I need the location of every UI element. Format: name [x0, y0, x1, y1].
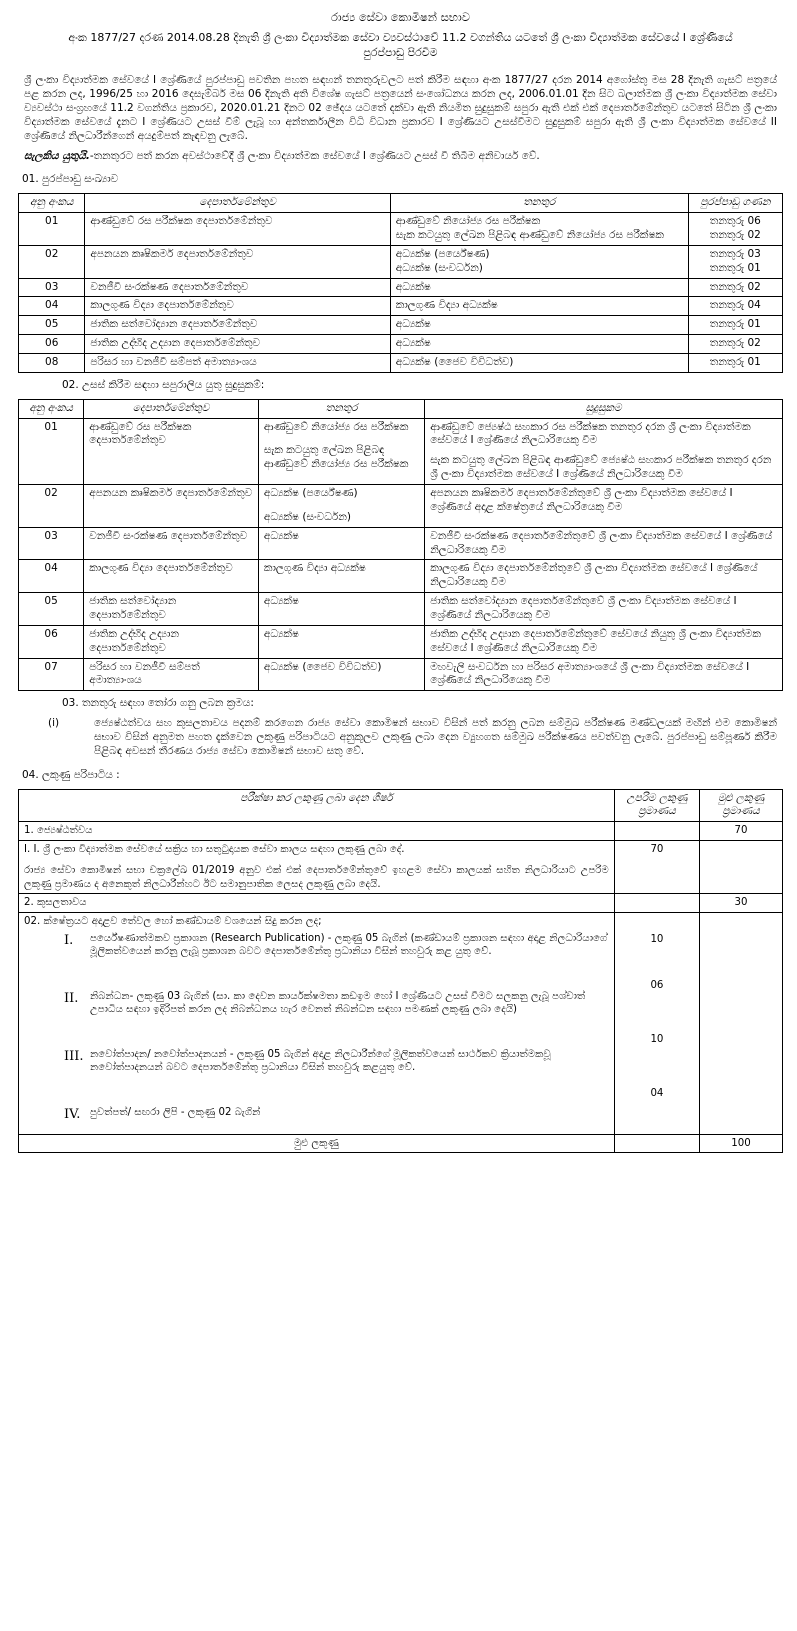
table-header: සුදුසුකම: [425, 399, 783, 418]
vacancy-cell: [688, 353, 782, 372]
post-cell: [258, 625, 424, 658]
row-number: 05: [19, 593, 84, 626]
post-name: සැක කටයුතු ලේඛන පිළිබඳ ආණ්ඩුවේ නියෝජ්‍ය රස පරීක්ෂක: [395, 228, 664, 241]
table-row: [19, 822, 783, 840]
seniority-detail: I. I. ශ්‍රී ලංකා විද්‍යාත්මක සේවයේ සක්‍රිය හා සතුටුදායක සේවා කාලය සඳහා ලකුණු ලබා දේ.: [24, 843, 405, 855]
department: පරිසර හා වනජීවී සම්පත් අමාත්‍යාංශය: [85, 353, 390, 372]
table-row: [19, 527, 783, 560]
department: ජාතික උද්භිද උද්‍යාන දෙපාර්තමේන්තුව: [85, 335, 390, 354]
vacancy-count: තනතුරු 02: [709, 228, 761, 241]
row-number: 06: [19, 335, 85, 354]
merit-item-text: නවෝත්පාදන/ නවෝත්පාදනයන් - ලකුණු 05 බැගින් අදාළ නිලධාරීන්ගේ මූලිකත්වයෙන් සාර්ථකව ක්‍රියාත්මකවූ නවෝත්පාදනයන් බවට දෙපාර්තමේන්තු ප්‍රධානියා විසින් තහවුරු කළයුතු වේ.: [90, 1049, 551, 1074]
intro-paragraph: ශ්‍රී ලංකා විද්‍යාත්මක සේවයේ I ශ්‍රේණියේ පුරප්පාඩු පවතින පහත සඳහන් තනතුරුවලට පත් කිරීම සඳහා අංක 1877/27 දරන 2014 අගෝස්තු මස 28 දිනැති ගැසට් පත්‍රයේ පළ කරන ලද, 1996/25 හා 2016 දෙසැම්බර් මස 06 දිනැති අති විශේෂ ගැසට් පත්‍රයෙන් සංශෝධනය කරන ලද, 2006.01.01 දින සිට බලාත්මක ශ්‍රී ලංකා විද්‍යාත්මක සේවා ව්‍යවස්ථා සංග්‍රහයේ 11.2 වගන්තිය ප්‍රකාරව, 2020.01.21 දිනට 02 ඡේදය යටතේ දක්වා ඇති නියමිත සුදුසුකම් සපුරා ඇති එක් එක් දෙපාර්තමේන්තුව යටතේ සිටින ශ්‍රී ලංකා විද්‍යාත්මක සේවයේ දැනට I ශ්‍රේණියට උසස් වීම් ලැබූ හා අන්තර්කාලීන විධි විධාන ප්‍රකාරව I ශ්‍රේණියට උසස්වීමට සුදුසුකම් සපුරා ඇති ශ්‍රී ලංකා විද්‍යාත්මක සේවයේ II ශ්‍රේණියේ නිලධාරීන්ගෙන් අයදුම්පත් කැඳවනු ලැබේ.: [24, 74, 777, 142]
table-row: [19, 353, 783, 372]
merit-item-max: 04: [650, 1087, 664, 1099]
post-cell: [390, 278, 688, 297]
table-header: අනු අංකය: [19, 399, 84, 418]
post-name: ආණ්ඩුවේ නියෝජ්‍ය රස පරීක්ෂක: [395, 215, 541, 228]
post-cell: [258, 527, 424, 560]
qualification-text: වනජීවී සංරක්ෂණ දෙපාර්තමේන්තුවේ ශ්‍රී ලංකා විද්‍යාත්මක සේවයේ I ශ්‍රේණියේ නිලධාරියෙකු වීම: [430, 529, 773, 556]
post-cell: [258, 560, 424, 593]
vacancy-cell: [688, 213, 782, 246]
vacancies-table: [18, 193, 783, 373]
post-name: කාලගුණ විද්‍යා අධ්‍යක්ෂ: [263, 562, 366, 575]
table-row: [19, 625, 783, 658]
row-number: 01: [19, 418, 84, 484]
department: අපනයන කෘෂිකර්ම දෙපාර්තමේන්තුව: [85, 245, 390, 278]
seniority-total: 70: [700, 822, 783, 840]
row-number: 03: [19, 527, 84, 560]
table-row: [19, 213, 783, 246]
table-header: පුරප්පාඩු ගණන: [688, 194, 782, 213]
qualification-cell: [425, 418, 783, 484]
row-number: 05: [19, 316, 85, 335]
post-name: අධ්‍යක්ෂ: [395, 280, 431, 293]
roman-numeral: II.: [64, 991, 79, 1007]
qualification-cell: [425, 658, 783, 691]
qualification-cell: [425, 593, 783, 626]
department: වනජීවී සංරක්ෂණ දෙපාර්තමේන්තුව: [84, 527, 259, 560]
table-row: [19, 335, 783, 354]
row-number: 07: [19, 658, 84, 691]
merit-intro: 02. ක්ෂේත්‍රයට අදාළව තේවල හෝ කණ්ඩායම් වශයෙන් සිදු කරන ලද;: [24, 915, 322, 927]
table-row: [19, 297, 783, 316]
merit-item-max: 10: [650, 1033, 664, 1045]
post-name: අධ්‍යක්ෂ (පර්යේෂණ): [263, 486, 358, 499]
table-row: [19, 894, 783, 912]
selection-method-item: [48, 717, 777, 759]
post-name: කාලගුණ විද්‍යා අධ්‍යක්ෂ: [395, 299, 498, 312]
vacancy-count: තනතුරු 02: [709, 280, 761, 293]
total-value: 100: [700, 1135, 783, 1153]
table-header: දෙපාර්තමේන්තුව: [84, 399, 259, 418]
department: පරිසර හා වනජීවී සම්පත් අමාත්‍යාංශය: [84, 658, 259, 691]
merit-item-text: නිබන්ධන- ලකුණු 03 බැගින් (සා. කා දෙවන කාර්යක්ෂමතා කඩඉම හෝ I ශ්‍රේණියට උසස් වීමට සලකනු ලැබූ පශ්චාත් උපාධිය සඳහා ඉදිරිපත් කරන ලද නිබන්ධනය හැර වෙනත් නිබන්ධන සඳහා පමණක් ලකුණු ලබා දෙයි): [90, 991, 586, 1016]
table-row: [19, 658, 783, 691]
post-name: සැක කටයුතු ලේඛන පිළිබඳ ආණ්ඩුවේ නියෝජ්‍ය රස පරීක්ෂක: [263, 444, 409, 471]
row-number: 01: [19, 213, 85, 246]
qualification-text: සැක කටයුතු ලේඛන පිළිබඳ ආණ්ඩුවේ ජ්‍යෙෂ්ඨ සහකාර පරීක්ෂක තනතුර දරන ශ්‍රී ලංකා විද්‍යාත්මක සේවයේ I ශ්‍රේණියේ නිලධාරියෙකු වීම: [430, 454, 772, 481]
vacancy-count: තනතුරු 06: [709, 215, 761, 228]
vacancy-count: තනතුරු 01: [709, 318, 761, 331]
post-name: අධ්‍යක්ෂ: [395, 318, 431, 331]
qualification-cell: [425, 484, 783, 527]
post-cell: [390, 335, 688, 354]
qualification-text: ජාතික උද්භිද උද්‍යාන දෙපාර්තමේන්තුවේ සේවයේ නියුතු ශ්‍රී ලංකා විද්‍යාත්මක සේවයේ I ශ්‍රේණියේ නිලධාරියෙකු වීම: [430, 627, 761, 654]
table-row: [19, 1135, 783, 1153]
post-name: අධ්‍යක්ෂ: [263, 595, 300, 608]
merit-item: [64, 932, 609, 986]
department: ජාතික සත්වෝද්‍යාන දෙපාර්තමේන්තුව: [84, 593, 259, 626]
table-header: උපරිම ලකුණු ප්‍රමාණය: [614, 789, 699, 822]
note-text: -තනතුරට පත් කරන අවස්ථාවේදී ශ්‍රී ලංකා විද්‍යාත්මක සේවයේ I ශ්‍රේණියට උසස් වී තිබීම අනිවාර්ය වේ.: [89, 149, 540, 162]
post-cell: [258, 593, 424, 626]
total-label: මුළු ලකුණු: [19, 1135, 615, 1153]
page-subtitle: අංක 1877/27 දරණ 2014.08.28 දිනැති ශ්‍රී ලංකා විද්‍යාත්මක සේවා ව්‍යවස්ථාවේ 11.2 වගන්තිය යටතේ ශ්‍රී ලංකා විද්‍යාත්මක සේවයේ I ශ්‍රේණියේ පුරප්පාඩු පිරවීම: [68, 31, 733, 59]
qualification-cell: [425, 560, 783, 593]
department: අපනයන කෘෂිකර්ම දෙපාර්තමේන්තුව: [84, 484, 259, 527]
vacancy-cell: [688, 316, 782, 335]
table-row: [19, 278, 783, 297]
vacancy-count: තනතුරු 03: [709, 247, 761, 260]
table-row: [19, 484, 783, 527]
post-name: අධ්‍යක්ෂ: [263, 627, 300, 640]
vacancy-count: තනතුරු 01: [709, 355, 761, 368]
department: කාලගුණ විද්‍යා දෙපාර්තමේන්තුව: [85, 297, 390, 316]
table-row: [19, 840, 783, 893]
roman-numeral: I.: [64, 933, 74, 949]
vacancy-count: තනතුරු 01: [709, 261, 761, 274]
table-header: තනතුර: [258, 399, 424, 418]
page-title: රාජ්‍ය සේවා කොමිෂන් සභාව: [330, 10, 471, 24]
post-name: අධ්‍යක්ෂ (සංවර්ධන): [263, 510, 351, 523]
seniority-detail-max: 70: [614, 840, 699, 893]
roman-numeral: IV.: [64, 1107, 81, 1123]
marking-scheme-table: [18, 789, 783, 1154]
table-header: අනු අංකය: [19, 194, 85, 213]
merit-total: 30: [700, 894, 783, 912]
vacancy-cell: [688, 245, 782, 278]
post-cell: [258, 484, 424, 527]
row-number: 08: [19, 353, 85, 372]
table-row: [19, 560, 783, 593]
post-cell: [390, 297, 688, 316]
section3-heading: 03. තනතුරු සඳහා තෝරා ගනු ලබන ක්‍රමය:: [62, 697, 254, 710]
post-name: ආණ්ඩුවේ නියෝජ්‍ය රස පරීක්ෂක: [263, 420, 409, 433]
department: ආණ්ඩුවේ රස පරීක්ෂක දෙපාර්තමේන්තුව: [84, 418, 259, 484]
post-name: අධ්‍යක්ෂ (පර්යේෂණ): [395, 247, 490, 260]
item-label: (i): [48, 717, 60, 730]
post-name: අධ්‍යක්ෂ (සංවර්ධන): [395, 261, 483, 274]
qualification-text: මහවැලි සංවර්ධන හා පරිසර අමාත්‍යාංශයේ ශ්‍රී ලංකා විද්‍යාත්මක සේවයේ I ශ්‍රේණියේ නිලධාරියෙකු වීම: [430, 660, 750, 687]
roman-numeral: III.: [64, 1049, 84, 1065]
qualification-text: ආණ්ඩුවේ ජ්‍යෙෂ්ඨ සහකාර රස පරීක්ෂක තනතුර දරන ශ්‍රී ලංකා විද්‍යාත්මක සේවයේ I ශ්‍රේණියේ නිලධාරියෙකු වීම: [430, 420, 751, 447]
post-cell: [390, 316, 688, 335]
table-row: [19, 245, 783, 278]
row-number: 02: [19, 484, 84, 527]
seniority-note: රාජ්‍ය සේවා කොමිෂන් සභා චක්‍රලේඛ 01/2019 අනුව එක් එක් දෙපාර්තමේන්තුවේ ඉහළම සේවා කාලයක් සහිත නිලධාරියාට උපරිම ලකුණු ප්‍රමාණය ද අනෙකුත් නිලධාරීන්හට ඊට සමානුපාතික ලෙසද ලකුණු ලබා දෙයි.: [24, 865, 609, 890]
qualification-cell: [425, 625, 783, 658]
vacancy-count: තනතුරු 04: [709, 299, 761, 312]
row-number: 04: [19, 560, 84, 593]
note-label: සැලකිය යුතුයි.: [24, 149, 90, 162]
table-header: මුළු ලකුණු ප්‍රමාණය: [700, 789, 783, 822]
qualification-text: කාලගුණ විද්‍යා දෙපාර්තමේන්තුවේ ශ්‍රී ලංකා විද්‍යාත්මක සේවයේ I ශ්‍රේණියේ නිලධාරියෙකු වීම: [430, 562, 758, 589]
table-row: [19, 912, 783, 1134]
merit-item: [64, 1048, 609, 1102]
row-number: 04: [19, 297, 85, 316]
vacancy-count: තනතුරු 02: [709, 337, 761, 350]
post-cell: [258, 658, 424, 691]
table-header: තනතුර: [390, 194, 688, 213]
merit-item: [64, 1106, 609, 1132]
post-cell: [390, 353, 688, 372]
qualification-text: ජාතික සත්වෝද්‍යාන දෙපාර්තමේන්තුවේ ශ්‍රී ලංකා විද්‍යාත්මක සේවයේ I ශ්‍රේණියේ නිලධාරියෙකු වීම: [430, 595, 737, 621]
post-name: අධ්‍යක්ෂ (ජෛව විවිධත්ව): [263, 660, 382, 673]
vacancy-cell: [688, 278, 782, 297]
post-name: අධ්‍යක්ෂ: [395, 337, 431, 350]
table-header: පරීක්ෂා කර ලකුණු ලබා දෙන ශීර්ෂ: [19, 789, 615, 822]
post-cell: [390, 245, 688, 278]
section4-heading: 04. ලකුණු පරිපාටිය :: [22, 768, 120, 781]
row-number: 02: [19, 245, 85, 278]
post-name: අධ්‍යක්ෂ: [263, 529, 300, 542]
merit-item-max: 10: [650, 933, 664, 945]
post-name: අධ්‍යක්ෂ (ජෛව විවිධත්ව): [395, 355, 514, 368]
table-header: දෙපාර්තමේන්තුව: [85, 194, 390, 213]
vacancy-cell: [688, 297, 782, 316]
merit-label: 2. කුසලතාවය: [19, 894, 615, 912]
row-number: 03: [19, 278, 85, 297]
post-cell: [390, 213, 688, 246]
table-row: [19, 418, 783, 484]
merit-item: [64, 990, 609, 1044]
department: කාලගුණ විද්‍යා දෙපාර්තමේන්තුව: [84, 560, 259, 593]
table-row: [19, 316, 783, 335]
seniority-label: 1. ජ්‍යෙෂ්ඨත්වය: [19, 822, 615, 840]
qualification-text: අපනයන කෘෂිකර්ම දෙපාර්තමේන්තුවේ ශ්‍රී ලංකා විද්‍යාත්මක සේවයේ I ශ්‍රේණියේ අදාළ ක්ෂේත්‍රයේ නිලධාරියෙකු වීම: [430, 486, 733, 513]
merit-item-text: පුවත්පත්/ සඟරා ලිපි - ලකුණු 02 බැගින්: [90, 1107, 261, 1119]
department: ආණ්ඩුවේ රස පරීක්ෂක දෙපාර්තමේන්තුව: [85, 213, 390, 246]
section2-heading: 02. උසස් කිරීම සඳහා සපුරාලිය යුතු සුදුසුකම්:: [62, 378, 265, 391]
vacancy-cell: [688, 335, 782, 354]
merit-item-text: පර්යේෂණාත්මකව ප්‍රකාශන (Research Publication) - ලකුණු 05 බැගින් (කණ්ඩායම් ප්‍රකාශන සඳහා අදාළ නිලධාරියාගේ මූලිකත්වයෙන් කරනු ලැබූ ප්‍රකාශන බවට දෙපාර්තමේන්තු ප්‍රධානියා විසින් තහවුරු කළ යුතු වේ.: [90, 933, 608, 958]
gazette-page: [18, 0, 783, 1153]
merit-item-max: 06: [650, 979, 664, 991]
table-row: [19, 593, 783, 626]
item-text: ජ්‍යෙෂ්ඨත්වය සහ කුසලතාවය පදනම් කරගෙන රාජ්‍ය සේවා කොමිෂන් සභාව විසින් පත් කරනු ලබන සම්මුඛ පරීක්ෂණ මණ්ඩලයක් මඟින් එම කොමිෂන් සභාව විසින් අනුමත පහත දැක්වෙන ලකුණු පරිපාටියට අනුකූලව ලකුණු ලබා දෙන ව්‍යුහගත සම්මුඛ පරීක්ෂණය පවත්වනු ලැබේ. පුරප්පාඩු සම්පූර්ණ කිරීම පිළිබඳ අවසන් තීරණය රාජ්‍ය සේවා කොමිෂන් සභාව සතු වේ.: [94, 717, 777, 757]
intro-note: [24, 150, 777, 164]
section1-heading: 01. පුරප්පාඩු සංඛ්‍යාව: [22, 173, 119, 186]
row-number: 06: [19, 625, 84, 658]
department: ජාතික සත්වෝද්‍යාන දෙපාර්තමේන්තුව: [85, 316, 390, 335]
qualification-cell: [425, 527, 783, 560]
department: වනජීවී සංරක්ෂණ දෙපාර්තමේන්තුව: [85, 278, 390, 297]
post-cell: [258, 418, 424, 484]
qualifications-table: [18, 399, 783, 692]
department: ජාතික උද්භිද උද්‍යාන දෙපාර්තමේන්තුව: [84, 625, 259, 658]
